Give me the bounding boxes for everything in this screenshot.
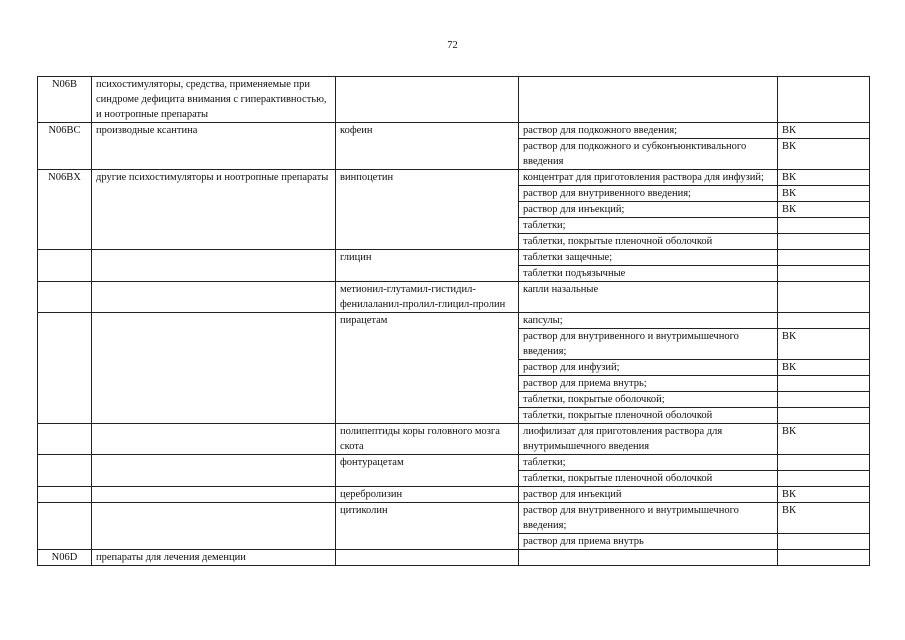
note-cell <box>778 313 870 329</box>
note-cell: ВК <box>778 139 870 170</box>
drug-name-cell: винпоцетин <box>336 170 519 250</box>
group-name-cell <box>92 250 336 282</box>
dosage-form-cell: концентрат для приготовления раствора для инфузий; <box>519 170 778 186</box>
dosage-form-cell: таблетки, покрытые пленочной оболочкой <box>519 471 778 487</box>
group-name-cell <box>92 487 336 503</box>
note-cell <box>778 282 870 313</box>
dosage-form-cell: раствор для инфузий; <box>519 360 778 376</box>
note-cell <box>778 218 870 234</box>
drug-name-cell: кофеин <box>336 123 519 170</box>
atc-code-cell: N06BC <box>38 123 92 170</box>
dosage-form-cell: капсулы; <box>519 313 778 329</box>
dosage-form-cell: раствор для приема внутрь; <box>519 376 778 392</box>
drug-name-cell: полипептиды коры головного мозга скота <box>336 424 519 455</box>
note-cell: ВК <box>778 424 870 455</box>
table-row <box>38 170 870 186</box>
atc-code-cell <box>38 503 92 550</box>
atc-code-cell <box>38 487 92 503</box>
atc-code-cell <box>38 313 92 424</box>
dosage-form-cell <box>519 77 778 123</box>
note-cell: ВК <box>778 487 870 503</box>
note-cell <box>778 266 870 282</box>
dosage-form-cell: таблетки, покрытые оболочкой; <box>519 392 778 408</box>
dosage-form-cell: раствор для подкожного и субконъюнктивального введения <box>519 139 778 170</box>
atc-code-cell <box>38 250 92 282</box>
note-cell <box>778 77 870 123</box>
note-cell: ВК <box>778 186 870 202</box>
group-name-cell <box>92 313 336 424</box>
dosage-form-cell: раствор для внутривенного и внутримышечного введения; <box>519 503 778 534</box>
dosage-form-cell: таблетки защечные; <box>519 250 778 266</box>
table-row <box>38 77 870 123</box>
dosage-form-cell: капли назальные <box>519 282 778 313</box>
group-name-cell <box>92 455 336 487</box>
drug-name-cell: церебролизин <box>336 487 519 503</box>
note-cell <box>778 471 870 487</box>
atc-code-cell <box>38 455 92 487</box>
group-name-cell: производные ксантина <box>92 123 336 170</box>
table-row <box>38 313 870 329</box>
atc-code-cell: N06B <box>38 77 92 123</box>
dosage-form-cell: лиофилизат для приготовления раствора для внутримышечного введения <box>519 424 778 455</box>
drug-name-cell: цитиколин <box>336 503 519 550</box>
drug-table-body <box>38 77 870 566</box>
group-name-cell: психостимуляторы, средства, применяемые при синдроме дефицита внимания с гиперактивностью, и ноотропные препараты <box>92 77 336 123</box>
note-cell <box>778 234 870 250</box>
table-row <box>38 123 870 139</box>
group-name-cell: препараты для лечения деменции <box>92 550 336 566</box>
dosage-form-cell: таблетки; <box>519 455 778 471</box>
page-number: 72 <box>447 40 458 51</box>
note-cell <box>778 408 870 424</box>
table-row <box>38 455 870 471</box>
dosage-form-cell: раствор для инъекций <box>519 487 778 503</box>
note-cell: ВК <box>778 123 870 139</box>
note-cell: ВК <box>778 170 870 186</box>
note-cell <box>778 550 870 566</box>
drug-name-cell: пирацетам <box>336 313 519 424</box>
note-cell <box>778 455 870 471</box>
note-cell <box>778 376 870 392</box>
group-name-cell <box>92 424 336 455</box>
table-row <box>38 282 870 313</box>
dosage-form-cell: раствор для внутривенного введения; <box>519 186 778 202</box>
dosage-form-cell: таблетки, покрытые пленочной оболочкой <box>519 234 778 250</box>
table-row <box>38 250 870 266</box>
atc-code-cell <box>38 424 92 455</box>
drug-name-cell <box>336 77 519 123</box>
group-name-cell <box>92 503 336 550</box>
dosage-form-cell: раствор для внутривенного и внутримышечного введения; <box>519 329 778 360</box>
table-row <box>38 503 870 534</box>
note-cell: ВК <box>778 329 870 360</box>
dosage-form-cell: раствор для подкожного введения; <box>519 123 778 139</box>
note-cell <box>778 534 870 550</box>
dosage-form-cell: таблетки; <box>519 218 778 234</box>
note-cell: ВК <box>778 202 870 218</box>
dosage-form-cell: таблетки подъязычные <box>519 266 778 282</box>
atc-code-cell: N06BX <box>38 170 92 250</box>
table-row <box>38 424 870 455</box>
note-cell: ВК <box>778 360 870 376</box>
drug-name-cell: глицин <box>336 250 519 282</box>
table-row <box>38 487 870 503</box>
drug-name-cell <box>336 550 519 566</box>
atc-code-cell: N06D <box>38 550 92 566</box>
group-name-cell <box>92 282 336 313</box>
dosage-form-cell <box>519 550 778 566</box>
note-cell <box>778 392 870 408</box>
drug-name-cell: метионил-глутамил-гистидил-фенилаланил-пролил-глицил-пролин <box>336 282 519 313</box>
note-cell <box>778 250 870 266</box>
note-cell: ВК <box>778 503 870 534</box>
dosage-form-cell: раствор для приема внутрь <box>519 534 778 550</box>
group-name-cell: другие психостимуляторы и ноотропные препараты <box>92 170 336 250</box>
dosage-form-cell: раствор для инъекций; <box>519 202 778 218</box>
dosage-form-cell: таблетки, покрытые пленочной оболочкой <box>519 408 778 424</box>
drug-name-cell: фонтурацетам <box>336 455 519 487</box>
drug-table <box>37 76 870 566</box>
table-row <box>38 550 870 566</box>
atc-code-cell <box>38 282 92 313</box>
